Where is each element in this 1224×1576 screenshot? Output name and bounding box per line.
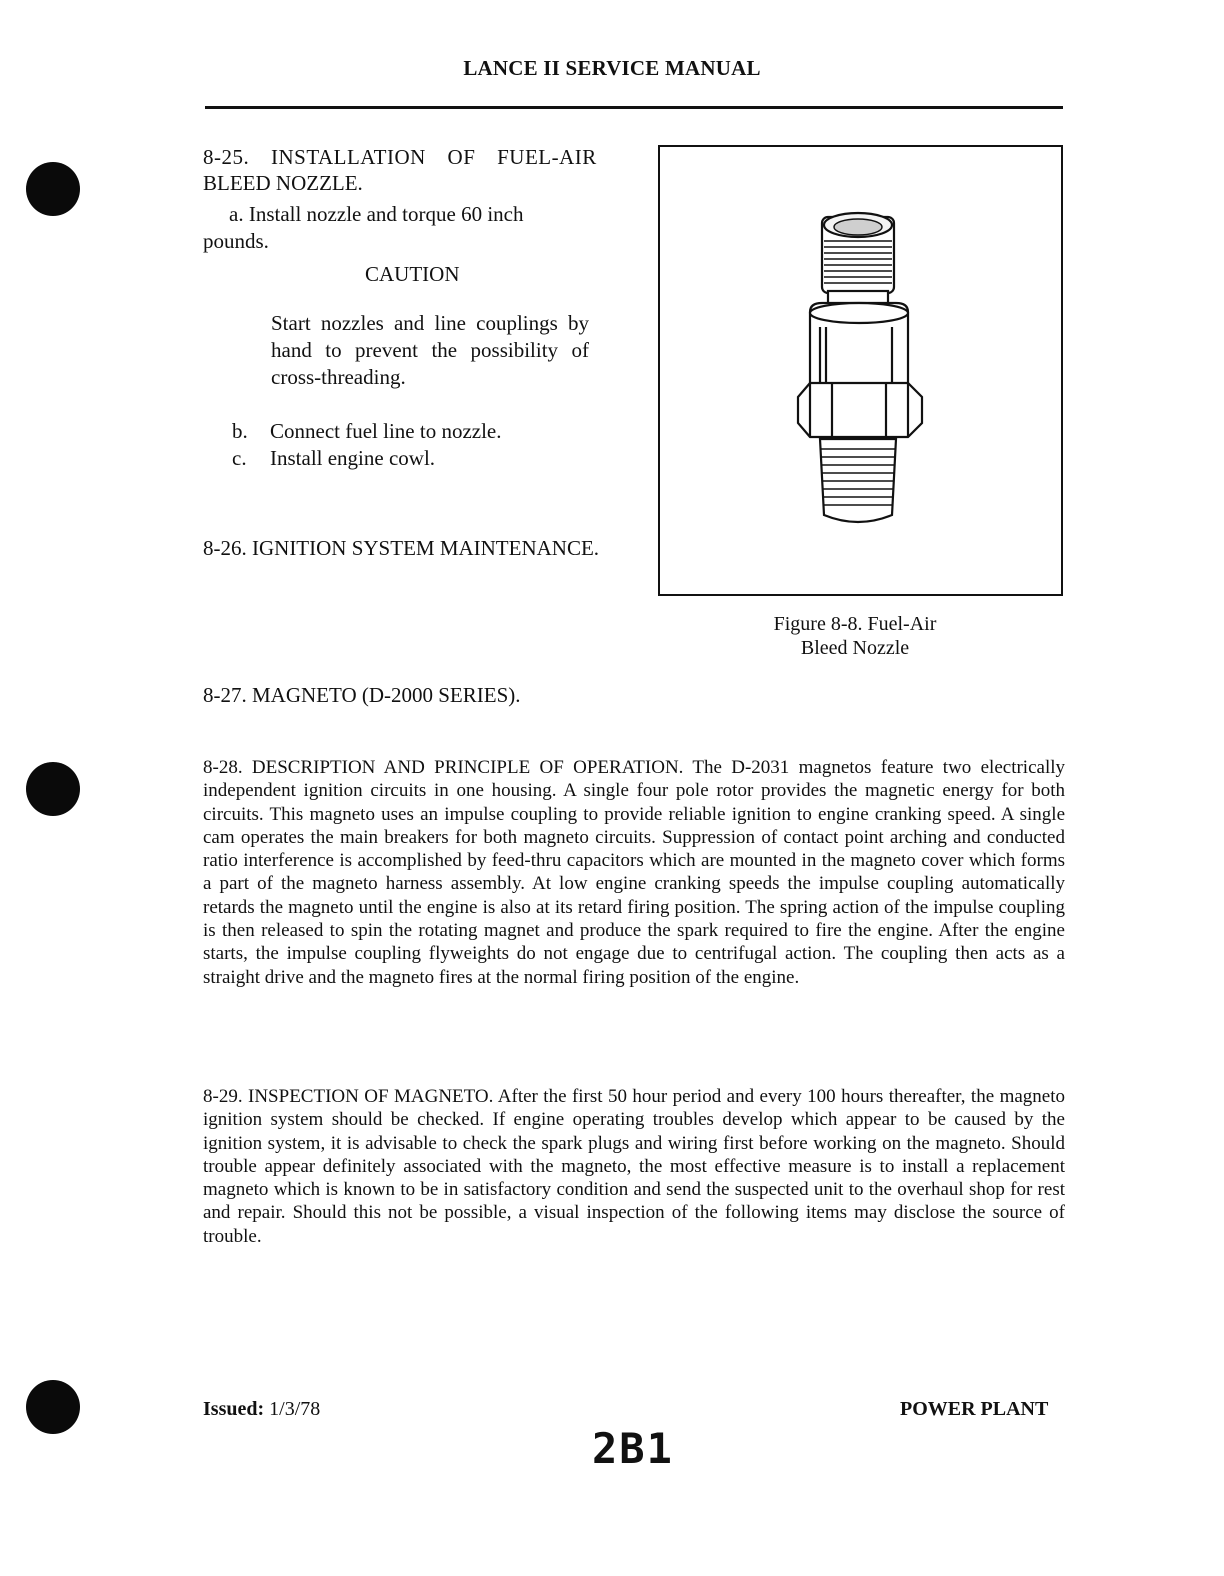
- caption-line-2: Bleed Nozzle: [800, 637, 910, 659]
- caution-text: Start nozzles and line couplings by hand to prevent the possibility of cross-threading.: [271, 311, 589, 389]
- caption-line-1: Figure 8-8. Fuel-Air: [773, 613, 937, 635]
- step-a-line-1: a. Install nozzle and torque 60 inch: [229, 202, 524, 226]
- page-code: 2B1: [592, 1424, 674, 1473]
- punch-hole-top: [26, 162, 80, 216]
- step-c-text: Install engine cowl.: [270, 446, 436, 470]
- punch-hole-bottom: [26, 1380, 80, 1434]
- section-8-26-heading: 8-26. IGNITION SYSTEM MAINTENANCE.: [203, 536, 600, 560]
- step-b-label: b.: [232, 419, 248, 443]
- step-a: [203, 201, 633, 255]
- issued-date: 1/3/78: [269, 1398, 321, 1420]
- heading-line-1: 8-25. INSTALLATION OF FUEL-AIR: [203, 145, 597, 169]
- page-header-title: LANCE II SERVICE MANUAL: [463, 56, 761, 80]
- issued-label: Issued:: [203, 1398, 265, 1420]
- section-8-27-heading: 8-27. MAGNETO (D-2000 SERIES).: [203, 683, 521, 707]
- section-8-28-paragraph: 8-28. DESCRIPTION AND PRINCIPLE OF OPERATION. The D-2031 magnetos feature two electrically independent ignition circuits in one housing. A single four pole rotor provides the magnetic energy for both circuits. This magneto uses an impulse coupling to provide reliable ignition to engine cranking speed. A single cam operates the main breakers for both magneto circuits. Suppression of contact point arching and conducted ratio interference is accomplished by feed-thru capacitors which are mounted in the magneto cover which forms a part of the magneto harness assembly. At low engine cranking speeds the impulse coupling automatically retards the magneto until the engine is also at its retard firing position. The spring action of the impulse coupling is then released to spin the rotating magnet and produce the spark required to fire the engine. After the engine starts, the impulse coupling flyweights do not engage due to centrifugal action. The coupling then acts as a straight drive and the magneto fires at the normal firing position of the engine.: [203, 757, 1065, 988]
- figure-caption: [745, 612, 965, 660]
- step-a-line-2: pounds.: [203, 229, 269, 253]
- punch-hole-middle: [26, 762, 80, 816]
- issued-date-line: [203, 1398, 320, 1421]
- header-divider: [205, 106, 1063, 109]
- figure-frame: [658, 145, 1063, 596]
- step-b-text: Connect fuel line to nozzle.: [270, 419, 502, 443]
- section-8-29-paragraph: 8-29. INSPECTION OF MAGNETO. After the first 50 hour period and every 100 hours thereafter, the magneto ignition system should be checked. If engine operating troubles develop which appear to be caused by the ignition system, it is advisable to check the spark plugs and wiring first before working on the magneto. Should trouble appear definitely associated with the magneto, the most effective measure is to install a replacement magneto which is known to be in satisfactory condition and send the suspected unit to the overhaul shop for rest and repair. Should this not be possible, a visual inspection of the following items may disclose the source of trouble.: [203, 1086, 1065, 1247]
- section-8-25-heading: [203, 144, 639, 196]
- step-c: [232, 445, 435, 472]
- step-b: [232, 418, 502, 445]
- footer-section-name: POWER PLANT: [900, 1398, 1049, 1420]
- heading-line-2: BLEED NOZZLE.: [203, 171, 363, 195]
- step-c-label: c.: [232, 446, 247, 470]
- caution-title: CAUTION: [365, 262, 460, 286]
- bleed-nozzle-icon: [660, 147, 1061, 594]
